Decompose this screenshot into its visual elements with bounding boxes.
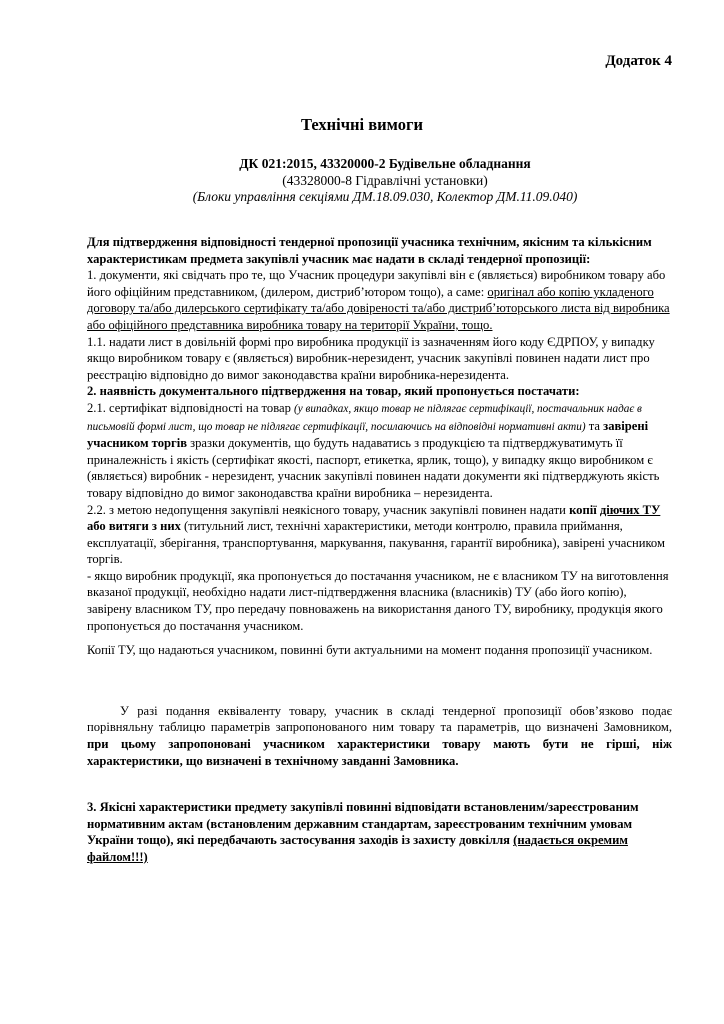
item-2-1-start: 2.1. сертифікат відповідності на товар	[87, 400, 295, 415]
item-2-1-mid: та	[585, 418, 604, 433]
equivalent-start: У разі подання еквіваленту товару, учасник в складі тендерної пропозиції обов’язково подає порівняльну таблицю параметрів запропонованого ним товару та параметрів, що визначені Замовником,	[87, 703, 672, 735]
subcode: (43328000-8 Гідравлічні установки)	[282, 172, 488, 188]
requirements-body	[87, 234, 672, 866]
item-1-underlined: оригінал або копію укладеного договору та/або дилерського сертифікату та/або довіреності та/або дистриб’юторського листа від виробника або офіційного представника виробника товару на території України, тощо.	[87, 284, 670, 332]
item-2-2-end: (титульний лист, технічні характеристики, методи контролю, правила приймання, експлуатації, зберігання, транспортування, маркування, пакування, гарантії виробника), завірені учасником торгів.	[87, 519, 665, 567]
item-3	[87, 799, 672, 865]
item-1-1: 1.1. надати лист в довільній формі про виробника продукції із зазначенням його коду ЄДРПОУ, у випадку якщо виробником товару є (являється) виробник-нерезидент, учасник закупівлі повинен надати лист про реєстрацію відповідно до вимог законодавства країни виробника-нерезидента.	[87, 334, 655, 382]
item-3-underlined: (надається окремим файлом!!!)	[87, 833, 628, 864]
item-2-1-note: (у випадках, якщо товар не підлягає сертифікації, постачальник надає в письмовій формі лист, що товар не підлягає сертифікації, посилаючись на відповідні нормативні акти)	[87, 402, 642, 433]
item-2-1-bold: завірені учасником торгів	[87, 418, 649, 451]
item-1-text: 1. документи, які свідчать про те, що Учасник процедури закупівлі він є (являється) виробником товару або його офіційним представником, (дилером, дистриб’ютором тощо), а саме:	[87, 268, 666, 299]
equivalent-bold: при цьому запропоновані учасником характеристики товару мають бути не гірші, ніж характеристики, що визначені в технічному завданні Замовника.	[87, 737, 672, 768]
item-2-2-start: 2.2. з метою недопущення закупівлі неякісного товару, учасник закупівлі повинен надати	[87, 502, 570, 517]
item-3-text: 3. Якісні характеристики предмету закупівлі повинні відповідати встановленим/зареєстрованим нормативним актам (встановленим державним стандартам, зареєстрованим технічним умовам України тощо), які передбачають застосування заходів із захисту довкілля	[87, 800, 639, 848]
item-2-2-tu: діючих ТУ	[599, 502, 661, 517]
item-2-2-bold1: копії	[569, 502, 600, 517]
item-2-2	[87, 502, 672, 568]
equivalent-paragraph	[87, 703, 672, 769]
dk-code: ДК 021:2015, 43320000-2 Будівельне обладнання	[239, 156, 531, 171]
item-2-3: - якщо виробник продукції, яка пропонується до постачання учасником, не є власником ТУ на виготовлення вказаної продукції, необхідно надати лист-підтвердження власника (власників) ТУ (або його копію), завірену власником ТУ, про передачу повноважень на використання даного ТУ, виробнику, продукція якого пропонується до постачання учасником.	[87, 568, 669, 633]
copies-note: Копії ТУ, що надаються учасником, повинні бути актуальними на момент подання пропозиції учасником.	[87, 643, 653, 658]
item-2-heading: 2. наявність документального підтвердження на товар, який пропонується постачати:	[87, 384, 580, 399]
item-2-1-end: зразки документів, що будуть надаватись з продукцією та підтверджуватимуть її приналежність і якість (сертифікат якості, паспорт, етикетка, ярлик, тощо), у випадку якщо виробником є (являється) виробник - нерезидент, учасник закупівлі повинен надати документи які підтверджують якість товару відповідно до вимог законодавства країни виробника – нерезидента.	[87, 436, 660, 500]
item-2-2-bold2: або витяги з них	[87, 519, 181, 534]
intro-paragraph: Для підтвердження відповідності тендерної пропозиції учасника технічним, якісним та кількісним характеристикам предмета закупівлі учасник має надати в складі тендерної пропозиції:	[87, 235, 652, 266]
addendum-label: Додаток 4	[605, 53, 672, 69]
item-2-1	[87, 400, 672, 502]
item-1	[87, 267, 672, 333]
blocks-line: (Блоки управління секціями ДМ.18.09.030, Колектор ДМ.11.09.040)	[192, 189, 578, 204]
classification-block	[0, 156, 724, 206]
page-title: Технічні вимоги	[301, 115, 423, 134]
